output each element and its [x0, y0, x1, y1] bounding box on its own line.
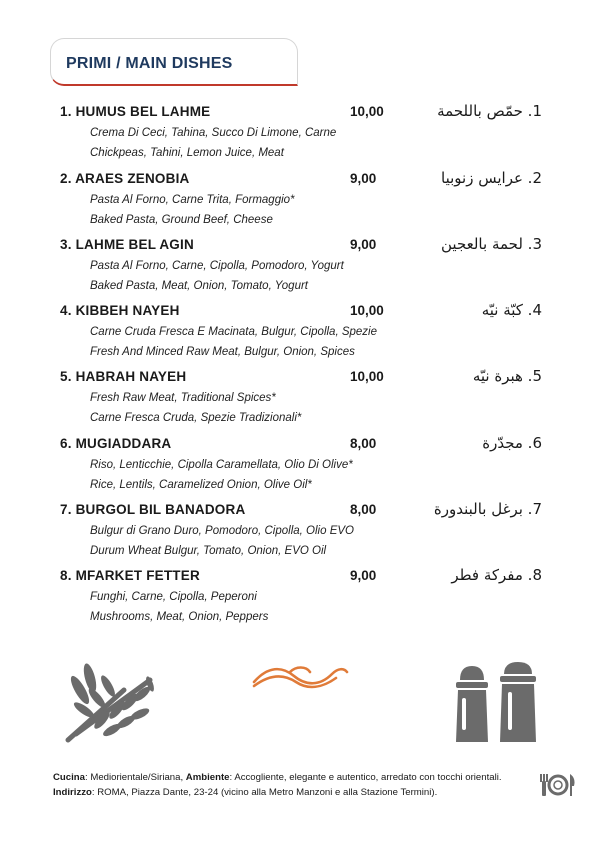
ambiente-label: Ambiente: [185, 772, 230, 783]
dish-description-en: Carne Fresca Cruda, Spezie Tradizionali*: [90, 412, 302, 424]
cucina-label: Cucina: [53, 772, 85, 783]
plate-cutlery-icon: [538, 772, 578, 798]
dish-description-it: Riso, Lenticchie, Cipolla Caramellata, Olio Di Olive*: [90, 459, 353, 471]
wave-ornament-icon: [250, 662, 350, 690]
dish-name: 3. LAHME BEL AGIN: [60, 237, 194, 252]
dish-description-it: Fresh Raw Meat, Traditional Spices*: [90, 392, 276, 404]
dish-description-en: Baked Pasta, Ground Beef, Cheese: [90, 214, 273, 226]
dish-arabic-name: 8. مفركة فطر: [451, 566, 542, 584]
dish-arabic-name: 1. حمّص باللحمة: [437, 102, 542, 120]
dish-arabic-name: 6. مجدّرة: [482, 434, 542, 452]
dish-price: 9,00: [350, 237, 377, 252]
dish-arabic-name: 4. كبّة نيّه: [481, 301, 542, 319]
cucina-value: : Mediorientale/Siriana,: [85, 772, 186, 783]
dish-description-en: Chickpeas, Tahini, Lemon Juice, Meat: [90, 147, 284, 159]
dish-description-it: Carne Cruda Fresca E Macinata, Bulgur, Cipolla, Spezie: [90, 326, 378, 338]
dish-arabic-name: 3. لحمة بالعجين: [441, 235, 542, 253]
footer-info: [53, 770, 543, 800]
dish-description-it: Pasta Al Forno, Carne Trita, Formaggio*: [90, 194, 295, 206]
indirizzo-value: : ROMA, Piazza Dante, 23-24 (vicino alla Metro Manzoni e alla Stazione Termini).: [91, 787, 438, 798]
dish-name: 7. BURGOL BIL BANADORA: [60, 502, 246, 517]
dish-description-en: Durum Wheat Bulgur, Tomato, Onion, EVO Oil: [90, 545, 327, 557]
dish-name: 4. KIBBEH NAYEH: [60, 303, 180, 318]
dish-price: 10,00: [350, 369, 384, 384]
salt-pepper-icon: [448, 662, 544, 746]
dish-description-it: Funghi, Carne, Cipolla, Peperoni: [90, 591, 257, 603]
section-header: [50, 38, 298, 86]
dish-price: 8,00: [350, 502, 377, 517]
dish-description-it: Bulgur di Grano Duro, Pomodoro, Cipolla, Olio EVO: [90, 525, 354, 537]
dish-price: 10,00: [350, 104, 384, 119]
dish-arabic-name: 2. عرايس زنوبيا: [441, 169, 542, 187]
dish-arabic-name: 7. برغل بالبندورة: [433, 500, 542, 518]
dish-name: 5. HABRAH NAYEH: [60, 369, 187, 384]
dish-description-en: Baked Pasta, Meat, Onion, Tomato, Yogurt: [90, 280, 308, 292]
dish-name: 1. HUMUS BEL LAHME: [60, 104, 211, 119]
dish-arabic-name: 5. هبرة نيّه: [472, 367, 542, 385]
dish-description-en: Fresh And Minced Raw Meat, Bulgur, Onion, Spices: [90, 346, 355, 358]
dish-price: 8,00: [350, 436, 377, 451]
dish-name: 6. MUGIADDARA: [60, 436, 172, 451]
dish-description-en: Mushrooms, Meat, Onion, Peppers: [90, 611, 269, 623]
section-title: PRIMI / MAIN DISHES: [66, 55, 233, 72]
dish-name: 8. MFARKET FETTER: [60, 568, 200, 583]
dish-price: 10,00: [350, 303, 384, 318]
ambiente-value: : Accogliente, elegante e autentico, arredato con tocchi orientali.: [229, 772, 502, 783]
dish-description-it: Pasta Al Forno, Carne, Cipolla, Pomodoro, Yogurt: [90, 260, 344, 272]
dish-price: 9,00: [350, 171, 377, 186]
dish-description-en: Rice, Lentils, Caramelized Onion, Olive Oil*: [90, 479, 312, 491]
dish-price: 9,00: [350, 568, 377, 583]
indirizzo-label: Indirizzo: [53, 787, 92, 798]
dish-name: 2. ARAES ZENOBIA: [60, 171, 190, 186]
dish-description-it: Crema Di Ceci, Tahina, Succo Di Limone, Carne: [90, 127, 337, 139]
wheat-icon: [62, 650, 158, 750]
